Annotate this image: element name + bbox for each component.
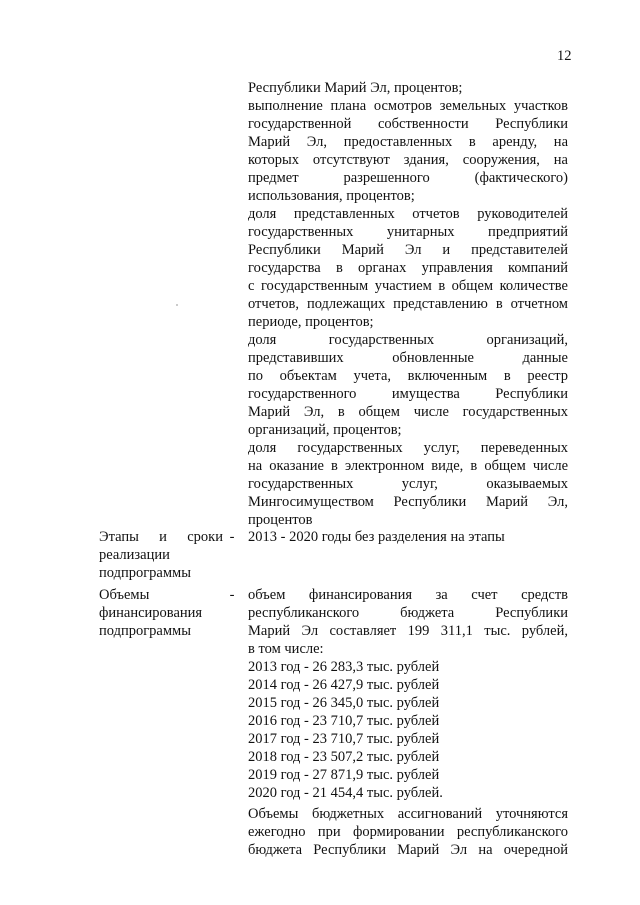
financing-note-line: Объемы бюджетных ассигнований уточняются — [248, 806, 568, 822]
indicator-line: государства в органах управления компаний — [248, 260, 568, 276]
financing-label-line: подпрограммы — [99, 623, 191, 639]
stages-label-line: реализации — [99, 547, 170, 563]
financing-note-line: ежегодно при формировании республиканского — [248, 824, 568, 840]
indicator-line: государственной собственности Республики — [248, 116, 568, 132]
indicator-line: Марий Эл, предоставленных в аренду, на — [248, 134, 568, 150]
stages-value: 2013 - 2020 годы без разделения на этапы — [248, 529, 505, 545]
indicator-line: государственных услуг, оказываемых — [248, 476, 568, 492]
financing-intro-line: республиканского бюджета Республики — [248, 605, 568, 621]
indicator-line: Республики Марий Эл и представителей — [248, 242, 568, 258]
financing-intro-line: Марий Эл составляет 199 311,1 тыс. рублей, — [248, 623, 568, 639]
financing-dash: - — [229, 587, 235, 603]
indicator-line: по объектам учета, включенным в реестр — [248, 368, 568, 384]
indicator-line: выполнение плана осмотров земельных участков — [248, 98, 568, 114]
financing-intro-line: в том числе: — [248, 641, 324, 657]
financing-label-line: финансирования — [99, 605, 203, 621]
scan-speck — [176, 304, 178, 306]
financing-year-line: 2015 год - 26 345,0 тыс. рублей — [248, 695, 440, 711]
indicator-line: на оказание в электронном виде, в общем числе — [248, 458, 568, 474]
indicator-line: государственного имущества Республики — [248, 386, 568, 402]
indicator-line: предмет разрешенного (фактического) — [248, 170, 568, 186]
indicator-line: отчетов, подлежащих представлению в отчетном — [248, 296, 568, 312]
indicator-line: с государственным участием в общем количестве — [248, 278, 568, 294]
financing-year-line: 2017 год - 23 710,7 тыс. рублей — [248, 731, 440, 747]
indicator-line: периоде, процентов; — [248, 314, 374, 330]
stages-dash: - — [229, 529, 235, 545]
indicator-line: Мингосимуществом Республики Марий Эл, — [248, 494, 568, 510]
stages-label-line: Этапы и сроки — [99, 529, 223, 545]
financing-year-line: 2013 год - 26 283,3 тыс. рублей — [248, 659, 440, 675]
indicator-line: доля представленных отчетов руководителей — [248, 206, 568, 222]
financing-intro-line: объем финансирования за счет средств — [248, 587, 568, 603]
financing-note-line: бюджета Республики Марий Эл на очередной — [248, 842, 568, 858]
indicator-line: Республики Марий Эл, процентов; — [248, 80, 463, 96]
financing-year-line: 2020 год - 21 454,4 тыс. рублей. — [248, 785, 443, 801]
financing-year-line: 2018 год - 23 507,2 тыс. рублей — [248, 749, 440, 765]
indicator-line: Марий Эл, в общем числе государственных — [248, 404, 568, 420]
stages-label-line: подпрограммы — [99, 565, 191, 581]
indicator-line: процентов — [248, 512, 313, 528]
financing-year-line: 2014 год - 26 427,9 тыс. рублей — [248, 677, 440, 693]
indicator-line: доля государственных организаций, — [248, 332, 568, 348]
indicator-line: использования, процентов; — [248, 188, 415, 204]
financing-label-line: Объемы — [99, 587, 150, 603]
indicator-line: организаций, процентов; — [248, 422, 402, 438]
indicator-line: доля государственных услуг, переведенных — [248, 440, 568, 456]
financing-year-line: 2019 год - 27 871,9 тыс. рублей — [248, 767, 440, 783]
indicator-line: которых отсутствуют здания, сооружения, на — [248, 152, 568, 168]
financing-year-line: 2016 год - 23 710,7 тыс. рублей — [248, 713, 440, 729]
indicator-line: государственных унитарных предприятий — [248, 224, 568, 240]
indicator-line: представивших обновленные данные — [248, 350, 568, 366]
page-number: 12 — [557, 48, 572, 64]
